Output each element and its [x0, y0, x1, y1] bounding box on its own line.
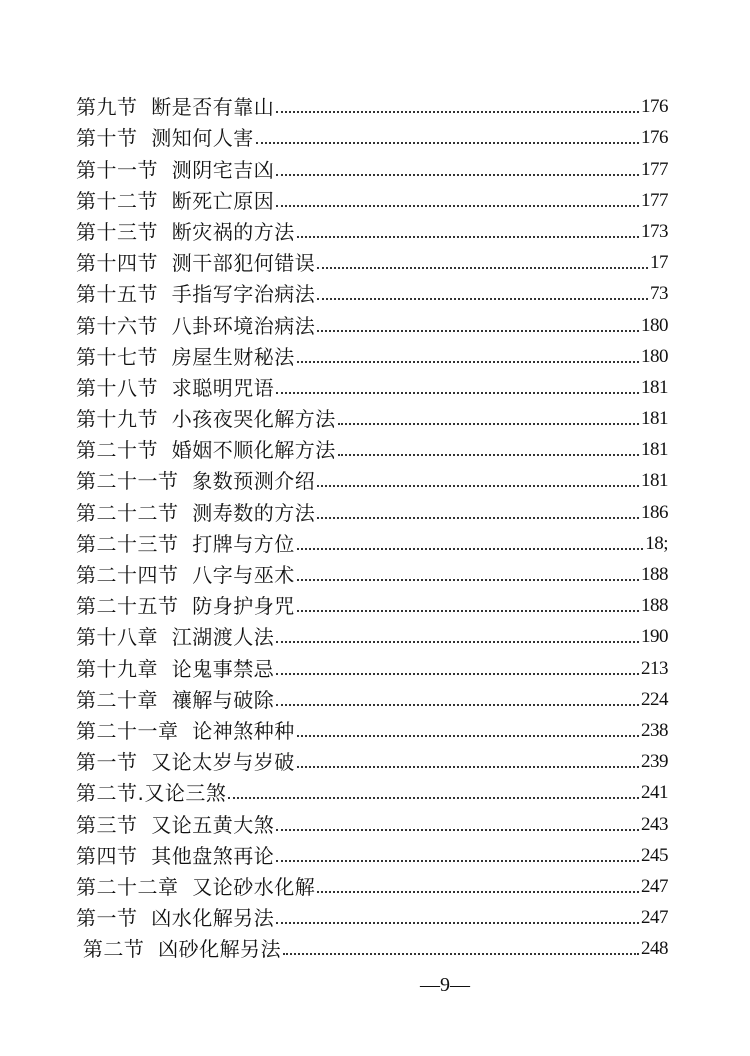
toc-entry-page-number: 188: [641, 595, 668, 617]
toc-entry-title: 第十六节 八卦环境治病法: [76, 313, 316, 338]
dot-leader: [276, 922, 639, 924]
toc-entry-title: 第十二节 断死亡原因: [76, 188, 275, 213]
dot-leader: [317, 891, 639, 893]
toc-entry: [76, 431, 668, 462]
toc-entry: [76, 150, 668, 181]
toc-entry-title: 第二十一节 象数预测介绍: [76, 469, 316, 494]
dot-leader: [276, 205, 639, 207]
dot-leader: [338, 423, 639, 425]
toc-entry-title: 第十七节 房屋生财秘法: [76, 344, 295, 369]
toc-entry-title: 第二十节 婚姻不顺化解方法: [76, 438, 336, 463]
toc-entry-title: 第三节 又论五黄大煞: [76, 812, 275, 837]
toc-entry: [76, 805, 668, 836]
toc-entry-page-number: 18;: [645, 532, 668, 554]
toc-entry: [76, 306, 668, 337]
toc-entry-page-number: 180: [641, 314, 668, 336]
toc-entry-page-number: 247: [641, 907, 668, 929]
dot-leader: [276, 111, 639, 113]
dot-leader: [317, 267, 648, 269]
toc-entry-title: 第二十五节 防身护身咒: [76, 594, 295, 619]
toc-entry: [76, 649, 668, 680]
dot-leader: [276, 174, 639, 176]
toc-entry-title: 第九节 断是否有靠山: [76, 95, 275, 120]
toc-entry-title: 第二十一章 论神煞种种: [76, 718, 295, 743]
dot-leader: [276, 641, 639, 643]
dot-leader: [276, 860, 639, 862]
dot-leader: [297, 236, 639, 238]
toc-entry: [76, 868, 668, 899]
toc-entry-title: 第一节 凶水化解另法: [76, 906, 275, 931]
toc-entry-title: 第二十二章 又论砂水化解: [76, 874, 316, 899]
dot-leader: [317, 298, 648, 300]
toc-entry-title: 第四节 其他盘煞再论: [76, 843, 275, 868]
toc-entry: [76, 556, 668, 587]
toc-entry-page-number: 73: [650, 283, 668, 305]
dot-leader: [276, 829, 639, 831]
toc-entry: [76, 182, 668, 213]
toc-entry-title: 第二十二节 测寿数的方法: [76, 500, 316, 525]
dot-leader: [297, 766, 639, 768]
toc-entry: [76, 774, 668, 805]
toc-entry-page-number: 224: [641, 688, 668, 710]
toc-entry-page-number: 177: [641, 189, 668, 211]
dot-leader: [276, 392, 639, 394]
toc-entry: [76, 493, 668, 524]
toc-entry: [76, 119, 668, 150]
toc-entry: [76, 369, 668, 400]
toc-entry: [76, 244, 668, 275]
dot-leader: [297, 610, 639, 612]
toc-entry-page-number: 177: [641, 158, 668, 180]
toc-entry-title: 第十节 测知何人害: [76, 126, 254, 151]
toc-entry-page-number: 17: [650, 252, 668, 274]
dot-leader: [276, 673, 639, 675]
toc-entry: [76, 213, 668, 244]
toc-entry: [76, 338, 668, 369]
dot-leader: [297, 548, 644, 550]
toc-entry-title: 第一节 又论太岁与岁破: [76, 750, 295, 775]
toc-entry-title: 第二十四节 八字与巫术: [76, 563, 295, 587]
toc-entry: [76, 743, 668, 774]
toc-entry-title: 第二十三节 打牌与方位: [76, 531, 295, 556]
toc-entry: [76, 275, 668, 306]
toc-entry-title: 第二节.又论三煞: [76, 781, 227, 806]
toc-entry-page-number: 181: [641, 470, 668, 492]
toc-entry: [76, 837, 668, 868]
toc-entry-page-number: 176: [641, 96, 668, 118]
toc-entry-title: 第十八节 求聪明咒语: [76, 375, 275, 400]
toc-entry: [76, 88, 668, 119]
toc-entry-title: 第十八章 江湖渡人法: [76, 625, 275, 650]
toc-entry-page-number: 243: [641, 813, 668, 835]
dot-leader: [338, 454, 639, 456]
dot-leader: [283, 953, 639, 955]
toc-entry-title: 第二十章 禳解与破除: [76, 687, 275, 712]
toc-entry: [76, 681, 668, 712]
toc-entry: [76, 712, 668, 743]
toc-entry-page-number: 173: [641, 220, 668, 242]
toc-entry-page-number: 190: [641, 626, 668, 648]
toc-entry-page-number: 213: [641, 657, 668, 679]
toc-entry-title: 第二节 凶砂化解另法: [76, 937, 282, 962]
toc-entry-page-number: 181: [641, 439, 668, 461]
toc-entry: [76, 400, 668, 431]
toc-entry: [76, 899, 668, 930]
toc-entry-title: 第十三节 断灾祸的方法: [76, 219, 295, 244]
dot-leader: [317, 330, 639, 332]
toc-entry-page-number: 181: [641, 376, 668, 398]
toc-entry-page-number: 180: [641, 345, 668, 367]
dot-leader: [317, 517, 639, 519]
toc-entry-page-number: 181: [641, 408, 668, 430]
toc-entry: [76, 525, 668, 556]
toc-entry-page-number: 176: [641, 127, 668, 149]
toc-entry-title: 第十四节 测干部犯何错误: [76, 251, 316, 276]
dot-leader: [297, 361, 639, 363]
toc-entry-page-number: 248: [641, 938, 668, 960]
dot-leader: [276, 704, 639, 706]
dot-leader: [256, 142, 639, 144]
dot-leader: [297, 579, 639, 581]
toc-entry-page-number: 238: [641, 719, 668, 741]
toc-entry-title: 第十九节 小孩夜哭化解方法: [76, 407, 336, 432]
toc-entry-title: 第十一节 测阴宅吉凶: [76, 157, 275, 182]
toc-entry-page-number: 247: [641, 875, 668, 897]
toc-entry-page-number: 245: [641, 844, 668, 866]
dot-leader: [228, 797, 639, 799]
toc-entry-page-number: 241: [641, 782, 668, 804]
dot-leader: [317, 485, 639, 487]
dot-leader: [297, 735, 639, 737]
toc-entry: [76, 618, 668, 649]
toc-entry-title: 第十五节 手指写字治病法: [76, 282, 316, 307]
toc-entry: [76, 462, 668, 493]
toc-entry-page-number: 186: [641, 501, 668, 523]
table-of-contents: [76, 88, 668, 961]
toc-entry-title: 第十九章 论鬼事禁忌: [76, 656, 275, 681]
toc-entry-page-number: 188: [641, 564, 668, 585]
toc-entry: [76, 930, 668, 961]
toc-entry: [76, 587, 668, 618]
toc-entry-page-number: 239: [641, 751, 668, 773]
page-number: —9—: [420, 974, 470, 996]
